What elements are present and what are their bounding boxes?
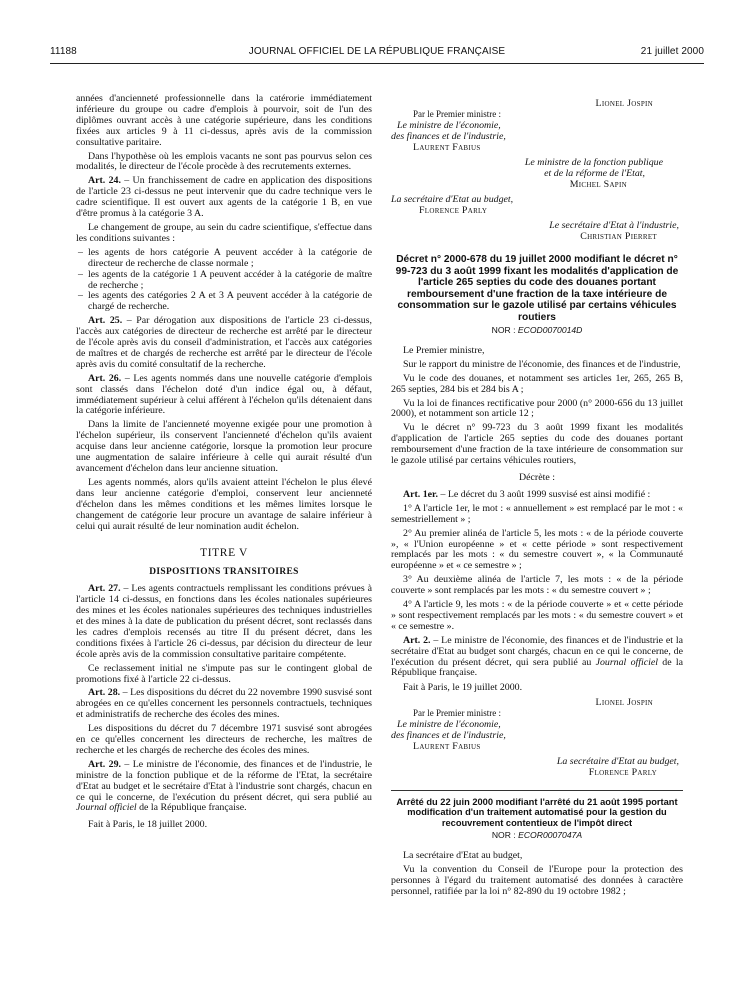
paragraph: 2° Au premier alinéa de l'article 5, les mots : « de la période couverte », « l'Union européenne » et « cette période » sont respectivement remplacés par les mots : « du semestre couvert », « la Communauté européenne » et « ce semestre » ; — [391, 527, 683, 572]
decrete-heading: Décrète : — [519, 471, 555, 483]
journal-title: JOURNAL OFFICIEL DE LA RÉPUBLIQUE FRANÇAISE — [248, 46, 506, 57]
conditions-list — [76, 248, 372, 313]
journal-officiel-ref: Journal officiel — [595, 656, 658, 668]
paragraph: Le changement de groupe, au sein du cadre scientifique, s'effectue dans les conditions suivantes : — [76, 221, 372, 244]
article-text: – Les agents contractuels remplissant les conditions prévues à l'article 14 ci-dessus, en fonctions dans les écoles nationales supérieures des mines et les écoles nationales supérieures des techniques industrielles et des mines à la date de publication du présent décret, sont reclassés dans les cadres d'emplois recensés au titre II du présent décret, dans les conditions fixées à l'article 26 ci-dessus, par décision du directeur de leur école après avis de la commission consultative paritaire compétente. — [76, 583, 372, 660]
article-28 — [76, 688, 372, 721]
signatory-name: Michel Sapin — [569, 179, 627, 190]
article-27 — [76, 584, 372, 660]
signatory-role: Le secrétaire d'Etat à l'industrie, — [549, 220, 679, 231]
article-label: Art. 1er. — [403, 488, 439, 500]
paragraph: Vu le code des douanes, et notamment ses articles 1er, 265, 265 B, 265 septies, 284 bis et 284 bis A ; — [391, 372, 683, 395]
list-item: – les agents de hors catégorie A peuvent accéder à la catégorie de directeur de recherche de classe normale ; — [76, 248, 372, 270]
signatory-role: Le ministre de l'économie, — [397, 719, 501, 731]
signatory-role: Le ministre de la fonction publique — [524, 157, 663, 168]
section-heading: DISPOSITIONS TRANSITOIRES — [149, 567, 299, 578]
paragraph: 3° Au deuxième alinéa de l'article 7, les mots : « de la période couverte » sont remplacés par les mots : « du semestre couvert » ; — [391, 574, 683, 597]
list-item: – les agents de la catégorie 1 A peuvent accéder à la catégorie de maître de recherche ; — [76, 270, 372, 292]
signatory-role: et de la réforme de l'Etat, — [544, 168, 645, 179]
article-label: Art. 25. — [88, 315, 123, 327]
article-text: – Les dispositions du décret du 22 novembre 1990 susvisé sont abrogées en ce qu'elles concernent les personnels contractuels, techniques et administratifs de recherche des écoles des mines. — [76, 687, 372, 721]
signatory-role: La secrétaire d'Etat au budget, — [556, 756, 679, 768]
paragraph: Les agents nommés, alors qu'ils avaient atteint l'échelon le plus élevé dans leur ancienne catégorie d'emploi, conservent leur ancienneté d'échelon dans les mêmes conditions et les mêmes limites lorsque le changement de catégorie leur procure un avantage de salaire inférieur à celui qui aurait résulté de leur nomination audit échelon. — [76, 476, 372, 532]
article-text: – Un franchissement de cadre en application des dispositions de l'article 23 ci-dessus ne peut intervenir que du cadre technique vers le cadre scientifique. Il est ouvert aux agents de la catégorie 1 B, en vue d'être promus à la catégorie 3 A. — [76, 175, 372, 220]
article-label: Art. 29. — [88, 758, 122, 770]
paragraph: Vu la convention du Conseil de l'Europe pour la protection des personnes à l'égard du traitement automatisé des données à caractère personnel, ratifiée par la loi n° 82-890 du 19 octobre 1982 ; — [391, 863, 683, 897]
article-text: – Le ministre de l'économie, des finances et de l'industrie et la secrétaire d'Etat au budget sont chargés, chacun en ce qui le concerne, de l'exécution du présent décret, qui sera publié au — [391, 634, 683, 668]
paragraph: 1° A l'article 1er, le mot : « annuellement » est remplacé par le mot : « semestriellement » ; — [391, 502, 683, 525]
paragraph: années d'ancienneté professionnelle dans la catérorie immédiatement inférieure du groupe ou cadre d'emplois à pourvoir, soit de l'un des diplômes ouvrant accès à une catégorie supérieure, dans les conditions fixées aux articles 9 à 11 ci-dessus, après avis de la commission consultative paritaire. — [76, 93, 372, 148]
signature-intro: Par le Premier ministre : — [413, 109, 501, 119]
issue-date: 21 juillet 2000 — [640, 46, 704, 57]
article-label: Art. 28. — [88, 687, 121, 699]
article-label: Art. 26. — [88, 372, 122, 384]
article-text: – Le ministre de l'économie, des finances et de l'industrie, le ministre de la fonction publique et de la réforme de l'Etat, la secrétaire d'Etat au budget et le secrétaire d'Etat à l'industrie sont chargés, chacun en ce qui le concerne, de l'exécution du présent décret, qui sera publié au — [76, 758, 372, 803]
page-header — [50, 46, 704, 62]
paragraph: Vu la loi de finances rectificative pour 2000 (n° 2000-656 du 13 juillet 2000), et notamment son article 12 ; — [391, 397, 683, 420]
signatory-name: Laurent Fabius — [413, 741, 481, 753]
article-text: – Le décret du 3 août 1999 susvisé est ainsi modifié : — [438, 488, 651, 500]
signatory-name: Lionel Jospin — [595, 697, 653, 709]
article-label: Art. 27. — [88, 583, 121, 595]
article-text: de la République française. — [136, 802, 247, 814]
article-1 — [391, 490, 683, 501]
nor-reference — [391, 325, 683, 336]
section-divider — [391, 790, 683, 791]
signatory-name: Christian Pierret — [580, 231, 657, 242]
signatory-name: Florence Parly — [588, 767, 657, 779]
article-text: – Par dérogation aux dispositions de l'article 23 ci-dessus, l'accès aux catégories de directeur de recherche est arrêté par le directeur de l'école après avis du conseil d'administration, et l'accès aux catégories de maîtres et de chargés de recherche est arrêté par le directeur de l'école après avis du comité consultatif de la recherche. — [76, 315, 372, 370]
page-number: 11188 — [50, 46, 77, 57]
article-24 — [76, 176, 372, 220]
nor-label: NOR : — [491, 829, 519, 840]
signatory-role: des finances et de l'industrie, — [391, 131, 506, 142]
article-2 — [391, 636, 683, 680]
paragraph: Vu le décret n° 99-723 du 3 août 1999 fixant les modalités d'application de l'article 265 septies du code des douanes portant remboursement d'une fraction de la taxe intérieure de consommation sur le gazole utilisé par certains véhicules routiers, — [391, 422, 683, 467]
article-29 — [76, 760, 372, 815]
article-26 — [76, 374, 372, 418]
paragraph: 4° A l'article 9, les mots : « de la période couverte » et « cette période » sont respectivement remplacés par les mots : « du semestre couvert » et « ce semestre ». — [391, 599, 683, 632]
paragraph: Dans la limite de l'ancienneté moyenne exigée pour une promotion à l'échelon supérieur, ils conservent l'ancienneté d'échelon qu'ils avaient acquise dans leur ancienne catégorie, lorsque la promotion leur procure une augmentation de salaire inférieure à celle qui aurait résulté d'un avancement d'échelon dans leur ancienne situation. — [76, 419, 372, 474]
paragraph: Ce reclassement initial ne s'impute pas sur le contingent global de promotions fixé à l'article 22 ci-dessus. — [76, 662, 372, 685]
journal-officiel-ref: Journal officiel — [76, 802, 137, 814]
title-heading: TITRE V — [200, 547, 248, 560]
paragraph: La secrétaire d'Etat au budget, — [403, 849, 523, 861]
signature-block — [391, 697, 683, 778]
signing-place-date: Fait à Paris, le 19 juillet 2000. — [403, 682, 523, 694]
paragraph: Sur le rapport du ministre de l'économie, des finances et de l'industrie, — [403, 358, 681, 370]
article-label: Art. 24. — [88, 175, 121, 187]
nor-code: ECOD0070014D — [517, 325, 583, 335]
signatory-role: La secrétaire d'Etat au budget, — [391, 194, 514, 205]
header-rule — [50, 63, 704, 64]
paragraph: Les dispositions du décret du 7 décembre 1971 susvisé sont abrogées en ce qu'elles concernent les directeurs de recherche, les maîtres de recherche et les chargés de recherche des écoles des mines. — [76, 723, 372, 756]
signatory-role: des finances et de l'industrie, — [391, 730, 506, 742]
list-item: – les agents des catégories 2 A et 3 A peuvent accéder à la catégorie de chargé de recherche. — [76, 291, 372, 313]
signatory-role: Le ministre de l'économie, — [397, 120, 501, 131]
decree-title: Décret n° 2000-678 du 19 juillet 2000 modifiant le décret n° 99-723 du 3 août 1999 fixant les modalités d'application de l'article 265 septies du code des douanes portant remboursement d'une fraction de la taxe intérieure de consommation sur le gazole utilisé par certains véhicules routiers — [395, 254, 679, 323]
signatory-name: Laurent Fabius — [413, 142, 481, 153]
paragraph: Dans l'hypothèse où les emplois vacants ne sont pas pourvus selon ces modalités, le directeur de l'école procède à des recrutements externes. — [76, 150, 372, 173]
article-text: de la République française. — [391, 656, 683, 679]
article-text: – Les agents nommés dans une nouvelle catégorie d'emplois sont classés dans l'échelon doté d'un indice égal ou, à défaut, immédiatement supérieur à celui afférent à l'échelon qu'ils détenaient dans la catégorie inférieure. — [76, 372, 372, 417]
signatory-name: Florence Parly — [419, 205, 488, 216]
paragraph: Le Premier ministre, — [403, 344, 485, 356]
article-25 — [76, 316, 372, 371]
arrete-title: Arrêté du 22 juin 2000 modifiant l'arrêté du 21 août 1995 portant modification d'un traitement automatisé pour la gestion du recouvrement contentieux de l'impôt direct — [396, 797, 678, 828]
signature-intro: Par le Premier ministre : — [413, 708, 501, 719]
signature-block — [391, 98, 683, 242]
signatory-name: Lionel Jospin — [595, 98, 653, 109]
nor-code: ECOR0007047A — [518, 829, 583, 840]
right-column — [391, 98, 683, 900]
nor-reference — [391, 830, 683, 841]
signing-place-date: Fait à Paris, le 18 juillet 2000. — [88, 819, 208, 831]
left-column — [76, 94, 372, 834]
nor-label: NOR : — [491, 325, 518, 335]
article-label: Art. 2. — [403, 634, 431, 646]
